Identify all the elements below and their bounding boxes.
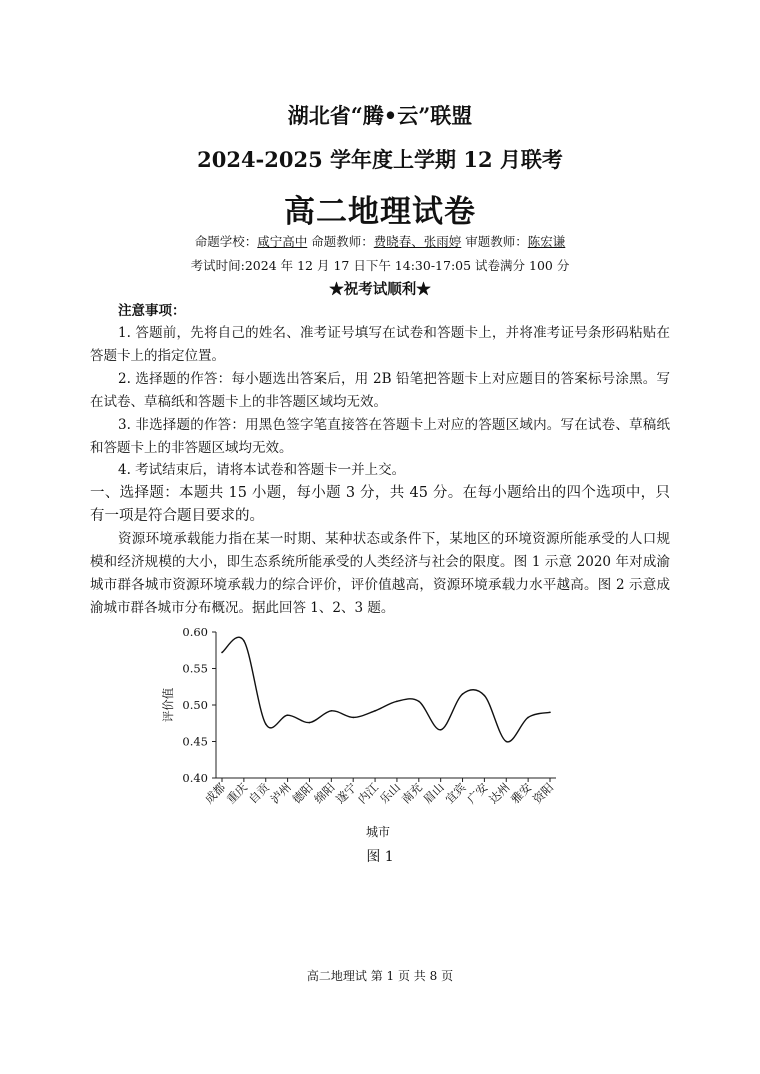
x-tick-label-内江: 内江 [355,780,382,807]
notice-item: 1. 答题前，先将自己的姓名、准考证号填写在试卷和答题卡上，并将准考证号条形码粘贴在答题卡上的指定位置。 [90,325,670,364]
data-point-南充 [418,701,420,703]
x-tick-label-自贡: 自贡 [245,780,272,807]
notice-item: 4. 考试结束后，请将本试卷和答题卡一并上交。 [118,462,406,478]
data-point-广安 [484,695,486,697]
notice-item: 2. 选择题的作答：每小题选出答案后，用 2B 铅笔把答题卡上对应题目的答案标号涂黑。写在试卷、草稿纸和答题卡上的非答题区域均无效。 [90,371,670,410]
x-tick-label-泸州: 泸州 [267,780,294,807]
exam-session-title: 2024-2025 学年度上学期 12 月联考 [197,147,563,172]
paper-title: 高二地理试卷 [284,194,476,230]
evaluation-line-chart [150,620,590,840]
x-tick-label-重庆: 重庆 [223,780,250,807]
data-point-德阳 [309,722,311,724]
good-luck-line: ★祝考试顺利★ [329,281,431,298]
y-tick-label: 0.45 [182,734,208,749]
data-point-自贡 [265,723,267,725]
y-tick-label: 0.50 [182,698,208,712]
data-point-乐山 [396,701,398,703]
figure-caption: 图 1 [366,849,394,865]
x-tick-label-眉山: 眉山 [420,780,447,807]
author-info [0,232,760,250]
x-tick-label-绵阳: 绵阳 [311,780,338,807]
question-intro: 资源环境承载能力指在某一时期、某种状态或条件下，某地区的环境资源所能承受的人口规模和经济规模的大小，即生态系统所能承受的人类经济与社会的限度。图 1 示意 2020 年对成渝城市群各城市资源环境承载力的综合评价，评价值越高，资源环境承载力水平越高。图 2 示意成渝城市群各城市分布概况。据此回答 1、2、3 题。 [90,531,670,616]
section-title: 一、选择题：本题共 15 小题，每小题 3 分，共 45 分。在每小题给出的四个选项中，只有一项是符合题目要求的。 [90,485,670,524]
school-label: 命题学校： [194,234,258,249]
x-tick-label-资阳: 资阳 [529,780,557,807]
y-tick-label: 0.40 [182,771,208,785]
x-tick-label-遂宁: 遂宁 [333,780,360,807]
y-tick-label: 0.60 [182,625,208,639]
x-tick-label-德阳: 德阳 [289,780,316,807]
data-point-雅安 [527,717,529,719]
exam-time: 考试时间:2024 年 12 月 17 日下午 14:30-17:05 试卷满分 100 分 [190,258,570,273]
y-axis-label: 评价值 [161,687,175,723]
data-point-宜宾 [462,693,464,695]
page-footer: 高二地理试 第 1 页 共 8 页 [306,969,454,983]
notice-title: 注意事项： [118,303,186,319]
notice-item: 3. 非选择题的作答：用黑色签字笔直接答在答题卡上对应的答题区域内。写在试卷、草稿纸和答题卡上的非答题区域均无效。 [90,417,670,456]
school-name: 咸宁高中 [257,234,308,249]
y-tick-label: 0.55 [182,661,208,676]
x-tick-label-南充: 南充 [398,780,425,807]
x-tick-label-乐山: 乐山 [376,780,404,807]
data-point-资阳 [549,712,551,714]
data-point-遂宁 [352,717,354,719]
data-point-内江 [374,710,376,712]
data-point-成都 [221,652,223,654]
reviewer-name: 陈宏谦 [527,234,566,249]
x-tick-label-达州: 达州 [486,780,513,807]
reviewer-label: 审题教师： [465,234,528,249]
data-point-绵阳 [331,710,333,712]
teacher-names: 费晓春、张雨婷 [373,234,462,249]
x-tick-label-广安: 广安 [464,780,491,807]
evaluation-series-line [222,637,550,742]
teacher-label: 命题教师： [311,234,374,249]
data-point-泸州 [287,714,289,716]
x-tick-label-成都: 成都 [201,780,229,807]
data-point-达州 [505,741,507,743]
alliance-title: 湖北省“腾•云”联盟 [287,103,473,128]
x-tick-label-宜宾: 宜宾 [442,780,469,807]
x-axis-label: 城市 [365,825,391,839]
data-point-眉山 [440,729,442,731]
x-tick-label-雅安: 雅安 [508,780,535,807]
data-point-重庆 [243,640,245,642]
